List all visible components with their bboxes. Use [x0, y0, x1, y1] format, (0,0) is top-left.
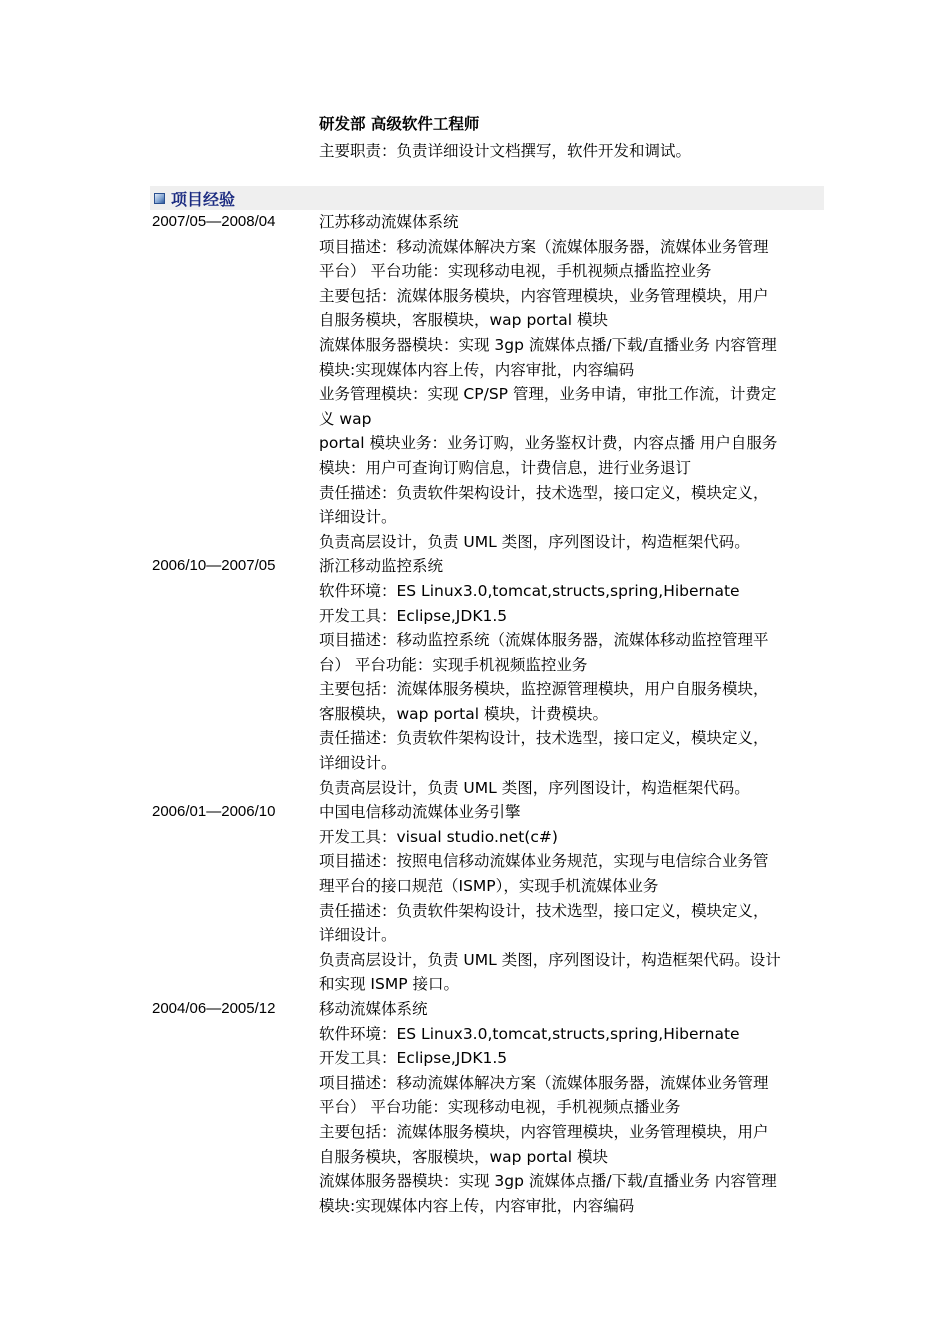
project-detail-line: 流媒体服务器模块：实现 3gp 流媒体点播/下载/直播业务 内容管理	[319, 335, 777, 354]
project-name: 江苏移动流媒体系统	[319, 213, 459, 231]
project-detail-line: 开发工具：Eclipse,JDK1.5	[319, 1049, 508, 1068]
project-details	[319, 554, 824, 800]
project-detail-line: 项目描述：按照电信移动流媒体业务规范，实现与电信综合业务管	[319, 852, 769, 871]
project-detail-line: 台） 平台功能：实现手机视频监控业务	[319, 655, 588, 674]
project-detail-line: 平台） 平台功能：实现移动电视，手机视频点播监控业务	[319, 262, 712, 281]
project-detail-line: 责任描述：负责软件架构设计，技术选型，接口定义，模块定义，	[319, 483, 769, 502]
project-detail-line: 流媒体服务器模块：实现 3gp 流媒体点播/下载/直播业务 内容管理	[319, 1172, 777, 1191]
project-detail-line: 模块：用户可查询订购信息，计费信息，进行业务退订	[319, 458, 692, 477]
section-title: 项目经验	[171, 189, 236, 209]
project-detail-line: 开发工具：visual studio.net(c#)	[319, 827, 558, 846]
project-details	[319, 800, 824, 997]
project-detail-line: 理平台的接口规范（ISMP），实现手机流媒体业务	[319, 877, 659, 896]
project-entry	[152, 800, 824, 997]
project-detail-line: 详细设计。	[319, 754, 397, 773]
project-detail-line: 客服模块，wap portal 模块，计费模块。	[319, 704, 608, 723]
project-detail-line: 负责高层设计，负责 UML 类图，序列图设计，构造框架代码。	[319, 778, 750, 797]
project-detail-line: 责任描述：负责软件架构设计，技术选型，接口定义，模块定义，	[319, 901, 769, 920]
project-detail-line: 项目描述：移动流媒体解决方案（流媒体服务器，流媒体业务管理	[319, 237, 769, 256]
project-period: 2006/10—2007/05	[152, 557, 276, 575]
project-period: 2007/05—2008/04	[152, 213, 276, 230]
project-detail-line: 主要包括：流媒体服务模块，内容管理模块，业务管理模块，用户	[319, 1122, 769, 1141]
project-detail-line: 自服务模块，客服模块，wap portal 模块	[319, 1147, 608, 1166]
project-entry	[152, 554, 824, 800]
project-detail-line: 平台） 平台功能：实现移动电视，手机视频点播业务	[319, 1098, 681, 1117]
project-detail-line: 和实现 ISMP 接口。	[319, 975, 459, 994]
project-detail-line: 开发工具：Eclipse,JDK1.5	[319, 606, 508, 625]
project-detail-line: 自服务模块，客服模块，wap portal 模块	[319, 311, 608, 330]
job-intro	[319, 112, 824, 164]
project-detail-line: 业务管理模块：实现 CP/SP 管理，业务申请，审批工作流，计费定	[319, 385, 777, 404]
project-detail-line: 模块:实现媒体内容上传，内容审批，内容编码	[319, 1196, 635, 1215]
project-period: 2006/01—2006/10	[152, 803, 276, 821]
project-detail-line: 详细设计。	[319, 508, 397, 527]
project-entry	[152, 210, 824, 554]
project-detail-line: 模块:实现媒体内容上传，内容审批，内容编码	[319, 360, 635, 379]
project-details	[319, 210, 824, 554]
project-entry	[152, 997, 824, 1218]
project-list	[152, 210, 824, 1218]
job-title: 研发部 高级软件工程师	[319, 115, 480, 133]
project-detail-line: 负责高层设计，负责 UML 类图，序列图设计，构造框架代码。	[319, 532, 750, 551]
project-detail-line: 项目描述：移动流媒体解决方案（流媒体服务器，流媒体业务管理	[319, 1073, 769, 1092]
project-name: 中国电信移动流媒体业务引擎	[319, 803, 521, 822]
project-detail-line: 主要包括：流媒体服务模块，内容管理模块，业务管理模块，用户	[319, 286, 769, 305]
project-detail-line: 责任描述：负责软件架构设计，技术选型，接口定义，模块定义，	[319, 729, 769, 748]
section-header-projects	[150, 186, 824, 210]
project-detail-line: 义 wap	[319, 409, 372, 428]
project-name: 移动流媒体系统	[319, 1000, 428, 1018]
project-details	[319, 997, 824, 1218]
project-detail-line: 软件环境：ES Linux3.0,tomcat,structs,spring,Hibernate	[319, 1024, 740, 1043]
project-detail-line: 负责高层设计，负责 UML 类图，序列图设计，构造框架代码。设计	[319, 950, 781, 969]
job-duty: 主要职责：负责详细设计文档撰写，软件开发和调试。	[319, 142, 692, 160]
project-detail-line: portal 模块业务：业务订购，业务鉴权计费，内容点播 用户自服务	[319, 434, 778, 453]
project-detail-line: 项目描述：移动监控系统（流媒体服务器，流媒体移动监控管理平	[319, 631, 769, 650]
project-period: 2004/06—2005/12	[152, 1000, 276, 1017]
picture-icon	[154, 193, 165, 204]
project-detail-line: 软件环境：ES Linux3.0,tomcat,structs,spring,Hibernate	[319, 581, 740, 600]
project-detail-line: 详细设计。	[319, 926, 397, 945]
project-name: 浙江移动监控系统	[319, 557, 444, 576]
project-detail-line: 主要包括：流媒体服务模块，监控源管理模块，用户自服务模块，	[319, 680, 769, 699]
